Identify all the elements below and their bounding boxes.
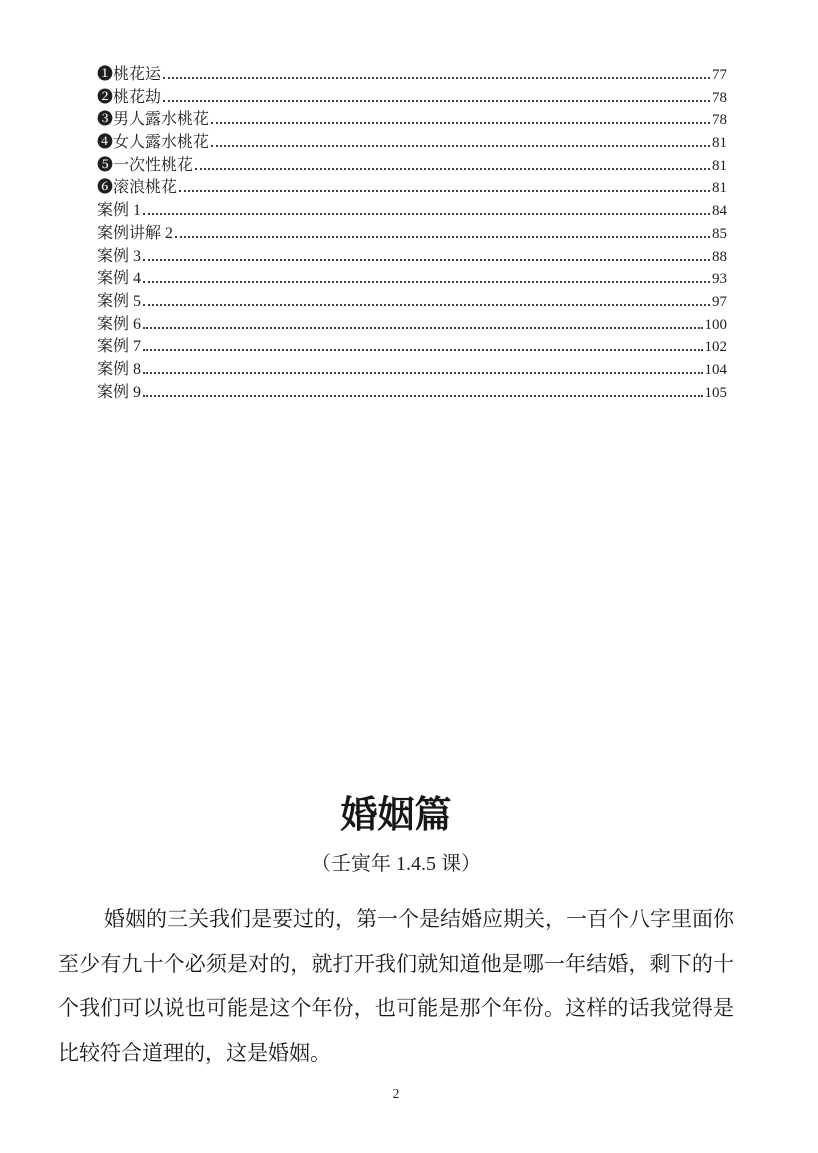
toc-dot-leader xyxy=(143,210,710,215)
toc-dot-leader xyxy=(211,142,710,147)
paragraph-line: 至少有九十个必须是对的，就打开我们就知道他是哪一年结婚，剩下的十 xyxy=(58,951,734,976)
toc-entry[interactable] xyxy=(97,382,727,405)
toc-entry-page-number: 84 xyxy=(712,203,727,220)
toc-entry-label: ❸男人露水桃花 xyxy=(97,111,210,129)
toc-entry-page-number: 102 xyxy=(704,339,727,356)
chapter-subtitle: （壬寅年 1.4.5 课） xyxy=(311,853,481,875)
toc-entry-page-number: 100 xyxy=(704,316,727,333)
toc-entry[interactable] xyxy=(97,223,727,246)
toc-dot-leader xyxy=(143,256,710,261)
toc-entry-label: ❻滚浪桃花 xyxy=(97,179,178,197)
toc-dot-leader xyxy=(175,233,710,238)
toc-dot-leader xyxy=(143,278,710,283)
toc-entry-label: 案例 8 xyxy=(97,360,142,378)
toc-entry-label: 案例 6 xyxy=(97,315,142,333)
table-of-contents xyxy=(97,64,727,404)
toc-entry-label: ❷桃花劫 xyxy=(97,88,162,106)
toc-entry-page-number: 81 xyxy=(712,135,727,152)
page-number-footer: 2 xyxy=(392,1087,400,1102)
toc-dot-leader xyxy=(195,165,710,170)
toc-entry[interactable] xyxy=(97,336,727,359)
toc-entry-label: ❶桃花运 xyxy=(97,66,162,83)
toc-entry[interactable] xyxy=(97,109,727,132)
paragraph-line: 比较符合道理的，这是婚姻。 xyxy=(58,1040,331,1065)
toc-entry-page-number: 97 xyxy=(712,293,727,310)
toc-entry-page-number: 77 xyxy=(712,67,727,83)
toc-entry-page-number: 81 xyxy=(712,157,727,174)
toc-entry-page-number: 85 xyxy=(712,225,727,242)
chapter-title: 婚姻篇 xyxy=(340,794,452,836)
paragraph-line: 个我们可以说也可能是这个年份，也可能是那个年份。这样的话我觉得是 xyxy=(58,996,734,1020)
toc-entry-label: 案例 7 xyxy=(97,338,142,356)
toc-entry-label: ❺一次性桃花 xyxy=(97,156,194,174)
toc-dot-leader xyxy=(163,74,710,79)
toc-entry[interactable] xyxy=(97,155,727,178)
toc-entry[interactable] xyxy=(97,314,727,337)
toc-dot-leader xyxy=(143,324,702,329)
toc-entry[interactable] xyxy=(97,268,727,291)
toc-entry-page-number: 104 xyxy=(704,361,727,378)
toc-entry-label: 案例 3 xyxy=(97,247,142,265)
toc-dot-leader xyxy=(143,301,710,306)
toc-entry-page-number: 78 xyxy=(712,89,727,106)
toc-entry[interactable] xyxy=(97,200,727,223)
toc-entry[interactable] xyxy=(97,246,727,269)
toc-dot-leader xyxy=(163,97,710,102)
toc-entry-label: 案例 9 xyxy=(97,383,142,401)
toc-entry-label: ❹女人露水桃花 xyxy=(97,134,210,152)
toc-entry-page-number: 88 xyxy=(712,248,727,265)
toc-dot-leader xyxy=(179,187,710,192)
toc-entry[interactable] xyxy=(97,132,727,155)
toc-entry-page-number: 78 xyxy=(712,112,727,129)
toc-entry-page-number: 81 xyxy=(712,180,727,197)
toc-entry[interactable] xyxy=(97,359,727,382)
toc-entry[interactable] xyxy=(97,87,727,110)
toc-entry[interactable] xyxy=(97,177,727,200)
toc-dot-leader xyxy=(211,119,710,124)
toc-entry-page-number: 93 xyxy=(712,271,727,288)
toc-entry-label: 案例 4 xyxy=(97,270,142,288)
toc-dot-leader xyxy=(143,392,702,397)
toc-entry-label: 案例讲解 2 xyxy=(97,224,174,242)
toc-dot-leader xyxy=(143,346,702,351)
toc-dot-leader xyxy=(143,369,702,374)
toc-entry[interactable] xyxy=(97,291,727,314)
toc-entry-label: 案例 5 xyxy=(97,292,142,310)
toc-entry[interactable] xyxy=(97,64,727,87)
toc-entry-page-number: 105 xyxy=(704,384,727,401)
chapter-paragraph xyxy=(58,897,734,1075)
toc-entry-label: 案例 1 xyxy=(97,202,142,220)
paragraph-line: 婚姻的三关我们是要过的，第一个是结婚应期关，一百个八字里面你 xyxy=(104,907,734,931)
